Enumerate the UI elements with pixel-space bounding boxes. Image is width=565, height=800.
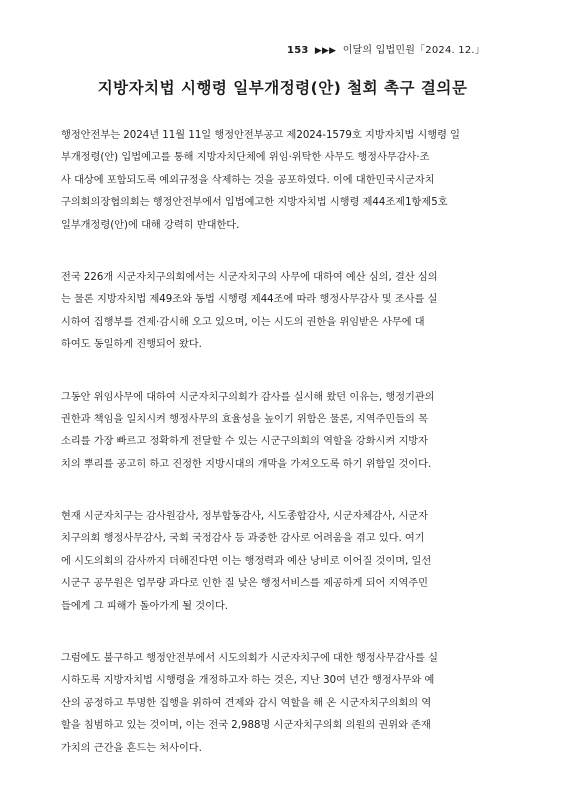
paragraph [61, 648, 506, 760]
paragraph-line: 구의회의장협의회는 행정안전부에서 입법예고한 지방자치법 시행령 제44조제1항제5호 [61, 197, 448, 209]
paragraph-line: 사 대상에 포함되도록 예외규정을 삭제하는 것을 공포하였다. 이에 대한민국시군자치 [61, 174, 435, 186]
paragraph-line: 부개정령(안) 입법예고를 통해 지방자치단체에 위임·위탁한 사무도 행정사무감사·조 [61, 152, 430, 164]
paragraph-line: 하여도 동일하게 진행되어 왔다. [61, 339, 202, 351]
paragraph-line: 일부개정령(안)에 대해 강력히 반대한다. [61, 219, 240, 231]
paragraph-line: 시하여 집행부를 견제·감시해 오고 있으며, 이는 시도의 권한을 위임받은 사무에 대 [61, 316, 425, 328]
paragraph-line: 는 물론 지방자치법 제49조와 동법 시행령 제44조에 따라 행정사무감사 및 조사를 실 [61, 294, 438, 306]
paragraph-line: 치의 뿌리를 공고히 하고 진정한 지방시대의 개막을 가져오도록 하기 위함일 것이다. [61, 458, 432, 470]
paragraph-line: 가치의 근간을 흔드는 처사이다. [61, 742, 202, 754]
paragraph-line: 현재 시군자치구는 감사원감사, 정부합동감사, 시도종합감사, 시군자체감사, 시군자 [61, 511, 428, 523]
paragraph [61, 506, 506, 618]
paragraph-line: 소리를 가장 빠르고 정확하게 전달할 수 있는 시군구의회의 역할을 강화시켜 지방자 [61, 436, 428, 448]
paragraph [61, 125, 506, 237]
publication-title: 이달의 입법민원「2024. 12.」 [342, 45, 485, 56]
paragraph [61, 267, 506, 357]
document-title: 지방자치법 시행령 일부개정령(안) 철회 촉구 결의문 [97, 79, 468, 97]
page-header [287, 41, 485, 56]
paragraph [61, 387, 506, 477]
paragraph-line: 권한과 책임을 일치시켜 행정사무의 효율성을 높이기 위함은 물론, 지역주민들의 목 [61, 413, 428, 425]
paragraph-line: 그동안 위임사무에 대하여 시군자치구의회가 감사를 실시해 왔던 이유는, 행정기관의 [61, 391, 435, 403]
paragraph-line: 산의 공정하고 투명한 집행을 위하여 견제와 감시 역할을 해 온 시군자치구의회의 역 [61, 697, 432, 709]
paragraph-line: 에 시도의회의 감사까지 더해진다면 이는 행정력과 예산 낭비로 이어질 것이며, 일선 [61, 555, 432, 567]
paragraph-line: 들에게 그 피해가 돌아가게 될 것이다. [61, 600, 229, 612]
paragraph-line: 그럼에도 불구하고 행정안전부에서 시도의회가 시군자치구에 대한 행정사무감사를 실 [61, 653, 438, 665]
arrow-icons: ▶▶▶ [314, 46, 337, 56]
paragraph-line: 전국 226개 시군자치구의회에서는 시군자치구의 사무에 대하여 예산 심의, 결산 심의 [61, 271, 438, 283]
paragraph-line: 시군구 공무원은 업무량 과다로 인한 질 낮은 행정서비스를 제공하게 되어 지역주민 [61, 578, 428, 590]
document-body [61, 125, 506, 790]
paragraph-line: 행정안전부는 2024년 11월 11일 행정안전부공고 제2024-1579호 지방자치법 시행령 일 [61, 130, 460, 141]
paragraph-line: 치구의회 행정사무감사, 국회 국정감사 등 과중한 감사로 어려움을 겪고 있다. 여기 [61, 533, 425, 545]
paragraph-line: 할을 침범하고 있는 것이며, 이는 전국 2,988명 시군자치구의회 의원의 권위와 존재 [61, 720, 431, 732]
page-number: 153 [287, 45, 309, 56]
paragraph-line: 시하도록 지방자치법 시행령을 개정하고자 하는 것은, 지난 30여 년간 행정사무와 예 [61, 675, 435, 687]
